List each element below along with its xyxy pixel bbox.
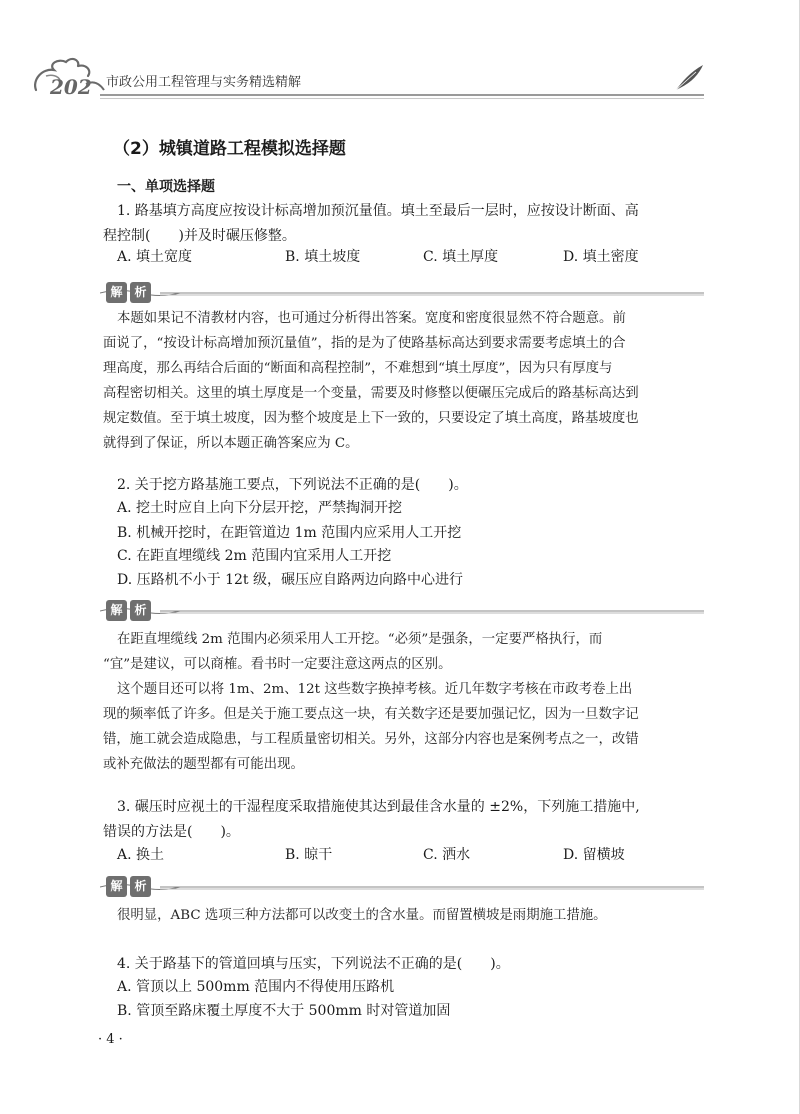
analysis-line: 理高度，那么再结合后面的“断面和高程控制”，不难想到“填土厚度”，因为只有厚度与: [103, 361, 613, 376]
dragon-2022-logo: [28, 50, 108, 98]
question-2-option-c: C. 在距直埋缆线 2m 范围内宜采用人工开挖: [117, 548, 392, 564]
question-4-line-1: 4. 关于路基下的管道回填与压实，下列说法不正确的是( )。: [117, 956, 510, 972]
question-4-option-b: B. 管顶至路床覆土厚度不大于 500mm 时对管道加固: [117, 1003, 451, 1019]
question-3-stem: [103, 795, 703, 845]
section-title: （2）城镇道路工程模拟选择题: [113, 139, 346, 159]
question-2-option-a: A. 挖土时应自上向下分层开挖，严禁掏洞开挖: [117, 500, 403, 516]
header-rule: [100, 94, 704, 96]
analysis-line: “宜”是建议，可以商榷。看书时一定要注意这两点的区别。: [103, 657, 452, 672]
page-number: · 4 ·: [98, 1032, 123, 1047]
question-3-line-2: 错误的方法是( )。: [103, 824, 240, 840]
option-c: C. 洒水: [423, 847, 471, 863]
analysis-badge-jie: 解: [106, 600, 127, 621]
question-1-options: [117, 246, 703, 271]
page-header: [0, 0, 800, 100]
analysis-line: 错，施工就会造成隐患，与工程质量密切相关。另外，这部分内容也是案例考点之一，改错: [103, 732, 639, 747]
question-1-line-2: 程控制( )并及时碾压修整。: [103, 228, 296, 244]
option-b: B. 晾干: [285, 847, 333, 863]
analysis-line: 很明显，ABC 选项三种方法都可以改变土的含水量。而留置横坡是雨期施工措施。: [117, 908, 607, 923]
analysis-divider-1: [100, 281, 704, 305]
analysis-line: 在距直埋缆线 2m 范围内必须采用人工开挖。“必须”是强条，一定要严格执行，而: [117, 632, 603, 647]
question-1-stem: [103, 199, 703, 249]
option-a: A. 换土: [117, 847, 165, 863]
option-d: D. 填土密度: [563, 249, 639, 265]
analysis-line: 本题如果记不清教材内容，也可通过分析得出答案。宽度和密度很显然不符合题意。前: [117, 311, 626, 326]
question-3-options: [117, 844, 703, 869]
analysis-divider-3: [100, 875, 704, 899]
option-c: C. 填土厚度: [423, 249, 499, 265]
question-3-analysis: [103, 903, 703, 928]
header-rule-thin: [100, 98, 704, 99]
analysis-line: 这个题目还可以将 1m、2m、12t 这些数字换掉考核。近几年数字考核在市政考卷上出: [117, 682, 633, 697]
quill-pen-icon: [672, 62, 706, 92]
analysis-line: 面说了，“按设计标高增加预沉量值”，指的是为了使路基标高达到要求需要考虑填土的合: [103, 336, 626, 351]
divider-line: [100, 286, 704, 300]
analysis-badge-jie: 解: [106, 876, 127, 897]
divider-line: [100, 880, 704, 894]
question-1-line-1: 1. 路基填方高度应按设计标高增加预沉量值。填土至最后一层时，应按设计断面、高: [117, 203, 639, 219]
analysis-badge-xi: 析: [130, 600, 151, 621]
analysis-badge-xi: 析: [130, 876, 151, 897]
analysis-badge-xi: 析: [130, 282, 151, 303]
analysis-line: 就得到了保证，所以本题正确答案应为 C。: [103, 436, 359, 451]
option-d: D. 留横坡: [563, 847, 625, 863]
question-2-line-1: 2. 关于挖方路基施工要点，下列说法不正确的是( )。: [117, 477, 468, 493]
question-2-analysis: [103, 627, 703, 777]
question-2-option-d: D. 压路机不小于 12t 级，碾压应自路两边向路中心进行: [117, 572, 463, 588]
analysis-line: 或补充做法的题型都有可能出现。: [103, 757, 304, 772]
question-4-stem: [103, 952, 703, 977]
sub-title: 一、单项选择题: [117, 179, 215, 195]
analysis-divider-2: [100, 599, 704, 623]
divider-line: [100, 604, 704, 618]
analysis-line: 高程密切相关。这里的填土厚度是一个变量，需要及时修整以便碾压完成后的路基标高达到: [103, 386, 639, 401]
question-2-stem: [103, 473, 703, 498]
book-title: 市政公用工程管理与实务精选精解: [106, 75, 302, 90]
analysis-badge-jie: 解: [106, 282, 127, 303]
option-b: B. 填土坡度: [285, 249, 361, 265]
question-3-line-1: 3. 碾压时应视土的干湿程度采取措施使其达到最佳含水量的 ±2%，下列施工措施中,: [117, 799, 640, 815]
question-4-option-a: A. 管顶以上 500mm 范围内不得使用压路机: [117, 979, 395, 995]
analysis-line: 现的频率低了许多。但是关于施工要点这一块，有关数字还是要加强记忆，因为一旦数字记: [103, 707, 639, 722]
analysis-line: 规定数值。至于填土坡度，因为整个坡度是上下一致的，只要设定了填土高度，路基坡度也: [103, 411, 639, 426]
svg-text:202: 202: [50, 75, 92, 98]
question-1-analysis: [103, 306, 703, 456]
question-2-option-b: B. 机械开挖时，在距管道边 1m 范围内应采用人工开挖: [117, 525, 462, 541]
option-a: A. 填土宽度: [117, 249, 193, 265]
